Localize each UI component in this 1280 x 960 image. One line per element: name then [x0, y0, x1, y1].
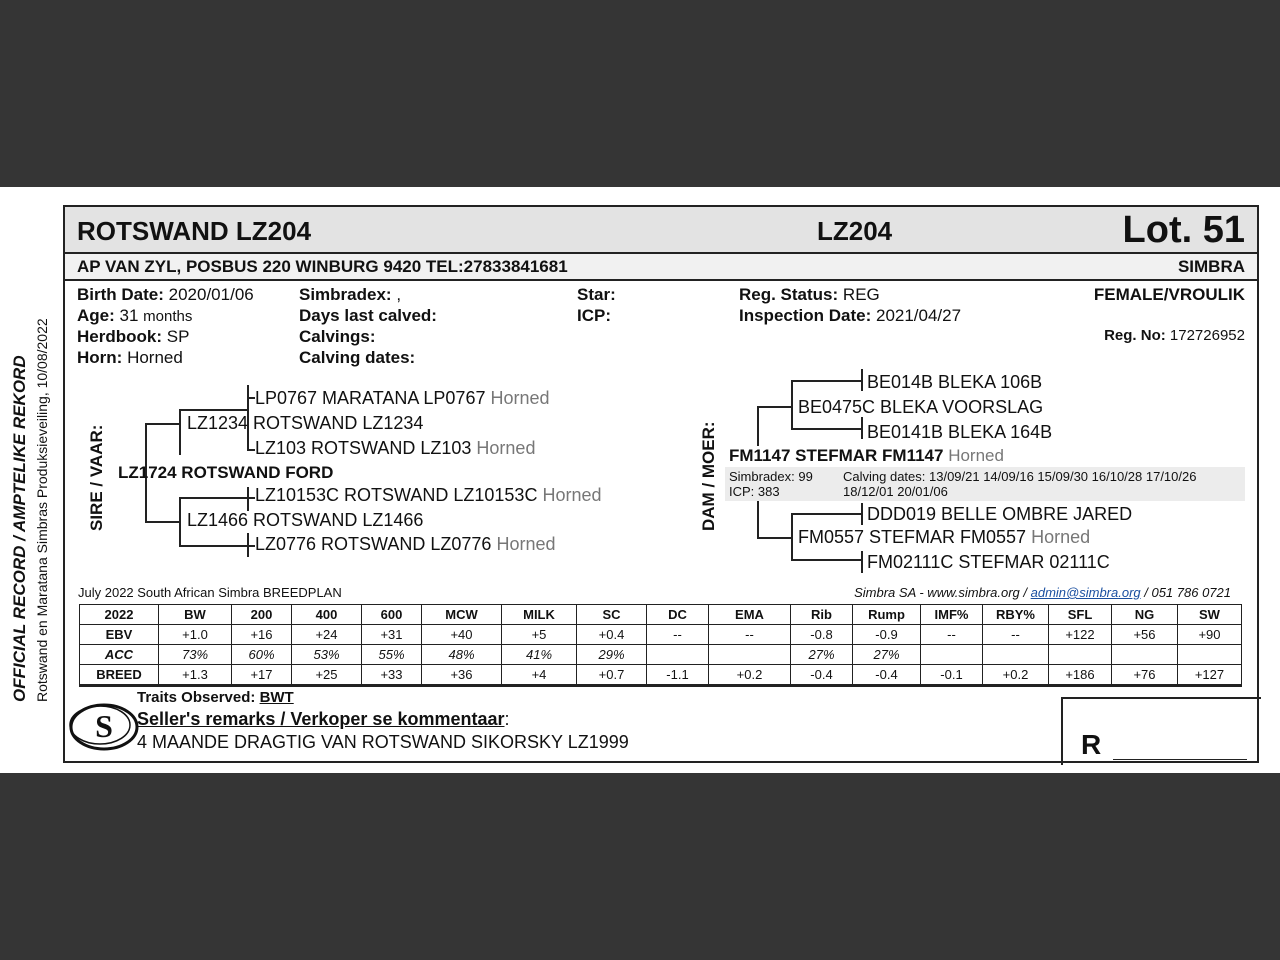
- result-box: [1061, 697, 1261, 765]
- dam-dam: FM0557 STEFMAR FM0557 Horned: [798, 527, 1091, 547]
- ebv-cell: +31: [362, 625, 422, 645]
- ebv-cell: +33: [362, 665, 422, 686]
- ebv-table: [79, 604, 1242, 687]
- inspection-date: Inspection Date: 2021/04/27: [739, 306, 962, 325]
- reg-no: Reg. No: 172726952: [1104, 327, 1245, 344]
- ebv-cell: -0.4: [791, 665, 853, 686]
- ebv-cell: 55%: [362, 645, 422, 665]
- sire-sire: LZ1234 ROTSWAND LZ1234: [187, 413, 424, 433]
- dam-sire-sire: BE014B BLEKA 106B: [867, 372, 1043, 392]
- dam-dam-dam: FM02111C STEFMAR 02111C: [867, 552, 1110, 572]
- dam-simbradex: Simbradex: 99: [729, 469, 813, 484]
- ebv-cell: +90: [1178, 625, 1242, 645]
- reg-status: Reg. Status: REG: [739, 285, 880, 304]
- result-line[interactable]: [1113, 759, 1247, 760]
- ebv-header-row: [80, 605, 1242, 625]
- ebv-cell: +186: [1049, 665, 1112, 686]
- ebv-cell: +5: [502, 625, 577, 645]
- breedplan-caption: July 2022 South African Simbra BREEDPLAN: [78, 585, 342, 600]
- title-bar: [65, 207, 1257, 254]
- svg-text:S: S: [95, 708, 113, 744]
- ebv-cell: SW: [1178, 605, 1242, 625]
- sire-dam-dam: LZ0776 ROTSWAND LZ0776 Horned: [255, 534, 556, 554]
- ebv-cell: --: [709, 625, 791, 645]
- ebv-cell: -0.9: [853, 625, 921, 645]
- ebv-cell: 29%: [577, 645, 647, 665]
- age: Age: 31 months: [77, 306, 193, 325]
- ebv-cell: +24: [292, 625, 362, 645]
- animal-id: LZ204: [817, 216, 893, 246]
- simbradex: Simbradex: ,: [299, 285, 402, 304]
- ebv-cell: --: [983, 625, 1049, 645]
- ebv-cell: +17: [232, 665, 292, 686]
- ebv-cell: [983, 645, 1049, 665]
- dam-stats-box: [725, 467, 1245, 501]
- dam-sire: BE0475C BLEKA VOORSLAG: [798, 397, 1044, 417]
- ebv-cell: -0.4: [853, 665, 921, 686]
- ebv-cell: BREED: [80, 665, 159, 686]
- ebv-cell: MCW: [422, 605, 502, 625]
- ebv-cell: 60%: [232, 645, 292, 665]
- ebv-cell: --: [921, 625, 983, 645]
- ebv-cell: BW: [159, 605, 232, 625]
- ebv-cell: [647, 645, 709, 665]
- sire-sire-sire: LP0767 MARATANA LP0767 Horned: [255, 388, 550, 408]
- dam-icp: ICP: 383: [729, 484, 780, 499]
- ebv-cell: 400: [292, 605, 362, 625]
- ebv-cell: +0.4: [577, 625, 647, 645]
- ebv-cell: [1049, 645, 1112, 665]
- ebv-cell: EMA: [709, 605, 791, 625]
- animal-name: ROTSWAND LZ204: [77, 216, 312, 246]
- ebv-cell: +36: [422, 665, 502, 686]
- ebv-cell: +127: [1178, 665, 1242, 686]
- ebv-cell: +1.3: [159, 665, 232, 686]
- dam-label: DAM / MOER:: [699, 421, 718, 531]
- ebv-cell: --: [647, 625, 709, 645]
- dam-sire-dam: BE0141B BLEKA 164B: [867, 422, 1053, 442]
- ebv-cell: -0.1: [921, 665, 983, 686]
- ebv-cell: 27%: [853, 645, 921, 665]
- ebv-cell: [921, 645, 983, 665]
- dam-dam-sire: DDD019 BELLE OMBRE JARED: [867, 504, 1133, 524]
- dam-calving-dates: Calving dates: 13/09/21 14/09/16 15/09/30 16/10/28 17/10/26: [843, 469, 1197, 484]
- sire-sire-dam: LZ103 ROTSWAND LZ103 Horned: [255, 438, 536, 458]
- official-record-label: OFFICIAL RECORD / AMPTELIKE REKORD: [10, 355, 29, 702]
- side-caption: [10, 262, 70, 712]
- remarks-label: Seller's remarks / Verkoper se kommentaar:: [137, 709, 510, 729]
- ebv-cell: +0.7: [577, 665, 647, 686]
- star: Star:: [577, 285, 616, 304]
- ebv-cell: SC: [577, 605, 647, 625]
- ebv-cell: 600: [362, 605, 422, 625]
- lot-card: [63, 205, 1259, 763]
- ebv-cell: +76: [1112, 665, 1178, 686]
- ebv-cell: MILK: [502, 605, 577, 625]
- owner-info: AP VAN ZYL, POSBUS 220 WINBURG 9420 TEL:27833841681: [77, 257, 568, 276]
- ebv-cell: EBV: [80, 625, 159, 645]
- simbra-logo: [67, 701, 141, 753]
- icp: ICP:: [577, 306, 611, 325]
- birth-date: Birth Date: 2020/01/06: [77, 285, 254, 304]
- ebv-cell: +1.0: [159, 625, 232, 645]
- ebv-cell: +0.2: [983, 665, 1049, 686]
- auction-caption: Rotswand en Maratana Simbras Produksieveiling, 10/08/2022: [34, 318, 50, 702]
- calving-dates: Calving dates:: [299, 348, 416, 367]
- ebv-cell: 41%: [502, 645, 577, 665]
- sex: FEMALE/VROULIK: [1093, 285, 1245, 304]
- breed-name: SIMBRA: [1177, 257, 1245, 276]
- ebv-cell: +4: [502, 665, 577, 686]
- ebv-cell: DC: [647, 605, 709, 625]
- ebv-cell: Rib: [791, 605, 853, 625]
- ebv-cell: [709, 645, 791, 665]
- ebv-row-ebv: [80, 625, 1242, 645]
- ebv-cell: 27%: [791, 645, 853, 665]
- ebv-cell: 48%: [422, 645, 502, 665]
- sire-label: SIRE / VAAR:: [87, 424, 106, 531]
- calvings: Calvings:: [299, 327, 376, 346]
- lot-number: Lot. 51: [1122, 209, 1245, 251]
- dam-calving-dates-2: 18/12/01 20/01/06: [843, 484, 948, 499]
- dam-name: FM1147 STEFMAR FM1147 Horned: [729, 446, 1004, 465]
- traits-observed: Traits Observed: BWT: [137, 689, 294, 706]
- ebv-cell: 200: [232, 605, 292, 625]
- ebv-cell: 2022: [80, 605, 159, 625]
- ebv-cell: NG: [1112, 605, 1178, 625]
- ebv-cell: 73%: [159, 645, 232, 665]
- ebv-cell: +40: [422, 625, 502, 645]
- ebv-row-breed: [80, 665, 1242, 686]
- sire-dam-sire: LZ10153C ROTSWAND LZ10153C Horned: [255, 485, 602, 505]
- owner-bar: [65, 254, 1257, 281]
- herdbook: Herdbook: SP: [77, 327, 190, 346]
- sire-name: LZ1724 ROTSWAND FORD: [118, 463, 334, 482]
- ebv-row-acc: [80, 645, 1242, 665]
- ebv-cell: +56: [1112, 625, 1178, 645]
- ebv-cell: [1178, 645, 1242, 665]
- ebv-cell: Rump: [853, 605, 921, 625]
- ebv-cell: -0.8: [791, 625, 853, 645]
- remarks-value: 4 MAANDE DRAGTIG VAN ROTSWAND SIKORSKY LZ1999: [137, 732, 629, 752]
- ebv-cell: +16: [232, 625, 292, 645]
- ebv-cell: +25: [292, 665, 362, 686]
- r-label: R: [1081, 729, 1102, 760]
- email-link[interactable]: admin@simbra.org: [1030, 585, 1141, 600]
- sire-dam: LZ1466 ROTSWAND LZ1466: [187, 510, 424, 530]
- ebv-cell: -1.1: [647, 665, 709, 686]
- days-last-calved: Days last calved:: [299, 306, 437, 325]
- ebv-cell: +0.2: [709, 665, 791, 686]
- ebv-cell: 53%: [292, 645, 362, 665]
- horn: Horn: Horned: [77, 348, 183, 367]
- ebv-cell: ACC: [80, 645, 159, 665]
- ebv-cell: [1112, 645, 1178, 665]
- ebv-cell: RBY%: [983, 605, 1049, 625]
- contact-caption: Simbra SA - www.simbra.org / admin@simbra.org / 051 786 0721: [854, 585, 1231, 600]
- ebv-cell: SFL: [1049, 605, 1112, 625]
- ebv-cell: IMF%: [921, 605, 983, 625]
- ebv-cell: +122: [1049, 625, 1112, 645]
